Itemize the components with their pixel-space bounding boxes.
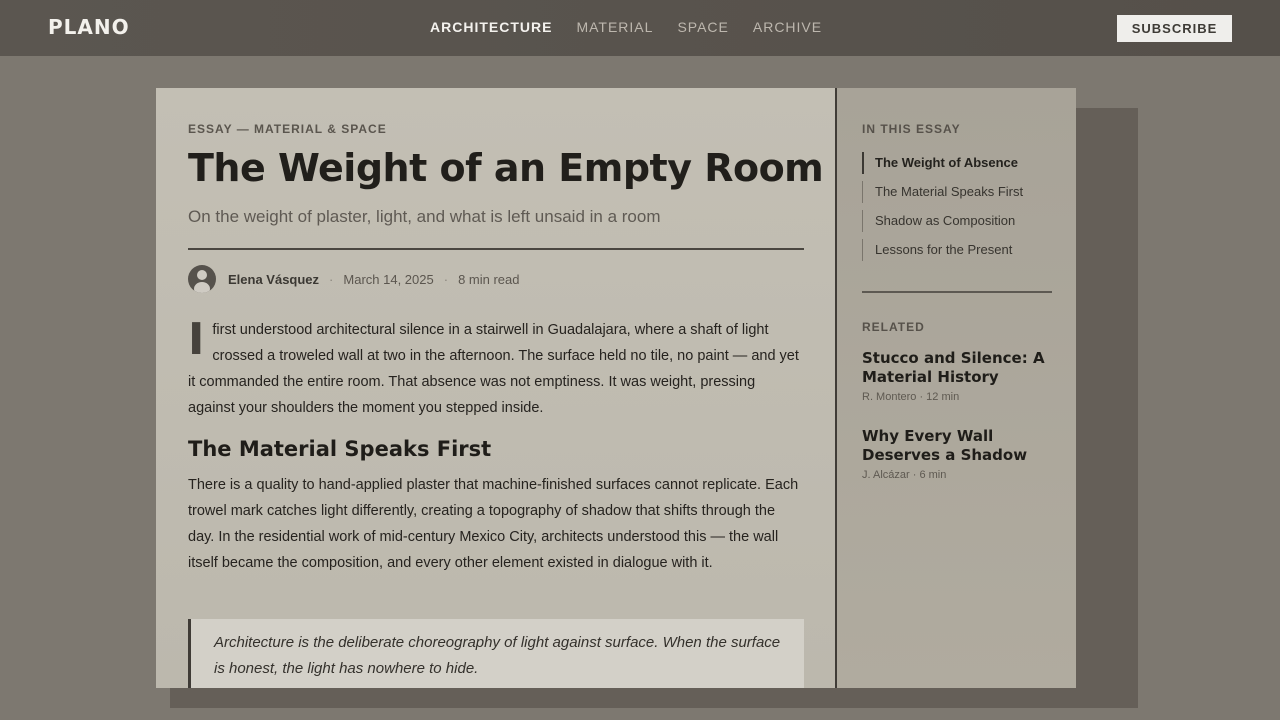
main-nav bbox=[430, 19, 822, 35]
publish-date: March 14, 2025 bbox=[343, 271, 434, 287]
related-article-meta: J. Alcázar · 6 min bbox=[862, 469, 947, 481]
paragraph-intro bbox=[188, 314, 800, 421]
toc-item-lessons-for-present[interactable]: Lessons for the Present bbox=[862, 239, 1062, 261]
nav-item-space[interactable]: SPACE bbox=[677, 19, 729, 35]
title-divider bbox=[188, 248, 804, 250]
subscribe-button[interactable]: SUBSCRIBE bbox=[1117, 15, 1232, 42]
drop-cap: I bbox=[188, 314, 205, 365]
toc-item-weight-of-absence[interactable]: The Weight of Absence bbox=[862, 152, 1062, 174]
byline bbox=[188, 265, 520, 293]
byline-separator: · bbox=[443, 271, 449, 287]
article-eyebrow: ESSAY — MATERIAL & SPACE bbox=[188, 122, 387, 136]
nav-item-archive[interactable]: ARCHIVE bbox=[752, 19, 823, 35]
table-of-contents bbox=[862, 152, 1062, 268]
paragraph-intro-text: first understood architectural silence in a stairwell in Guadalajara, where a shaft of light crossed a troweled wall at two in the afternoon. The surface held no tile, no paint — and yet it commanded the entire room. That absence was not emptiness. It was weight, pressing against your shoulders the moment you stepped inside. bbox=[188, 322, 799, 416]
article-card bbox=[156, 88, 1076, 688]
related-heading: RELATED bbox=[862, 320, 925, 334]
toc-item-shadow-as-composition[interactable]: Shadow as Composition bbox=[862, 210, 1062, 232]
site-logo[interactable]: PLANO bbox=[48, 15, 130, 39]
related-article[interactable] bbox=[862, 349, 1047, 403]
nav-item-material[interactable]: MATERIAL bbox=[576, 19, 654, 35]
related-article-title[interactable]: Why Every Wall Deserves a Shadow bbox=[862, 427, 1028, 464]
read-time: 8 min read bbox=[458, 271, 520, 287]
toc-heading: IN THIS ESSAY bbox=[862, 122, 961, 136]
article-body bbox=[156, 88, 837, 688]
byline-separator: · bbox=[329, 271, 334, 287]
related-article[interactable] bbox=[862, 427, 1047, 481]
related-article-meta: R. Montero · 12 min bbox=[862, 391, 960, 403]
pull-quote: Architecture is the deliberate choreography of light against surface. When the surface is honest, the light has nowhere to hide. bbox=[188, 619, 804, 688]
author-avatar-icon[interactable] bbox=[188, 265, 216, 293]
section-heading: The Material Speaks First bbox=[188, 437, 492, 461]
toc-item-material-speaks-first[interactable]: The Material Speaks First bbox=[862, 181, 1062, 203]
article-subtitle: On the weight of plaster, light, and what is left unsaid in a room bbox=[188, 207, 661, 226]
related-article-title[interactable]: Stucco and Silence: A Material History bbox=[862, 349, 1045, 386]
sidebar bbox=[837, 88, 1076, 688]
nav-item-architecture[interactable]: ARCHITECTURE bbox=[430, 19, 553, 35]
author-name[interactable]: Elena Vásquez bbox=[228, 271, 320, 287]
article-title: The Weight of an Empty Room bbox=[188, 146, 824, 190]
sidebar-divider bbox=[862, 291, 1052, 293]
paragraph-material: There is a quality to hand-applied plaster that machine-finished surfaces cannot replicate. Each trowel mark catches light differently, creating a topography of shadow that shifts through the day. In the residential work of mid-century Mexico City, architects understood this — the wall itself became the composition, and every other element existed in dialogue with it. bbox=[188, 477, 799, 571]
top-nav-bar bbox=[0, 0, 1280, 56]
